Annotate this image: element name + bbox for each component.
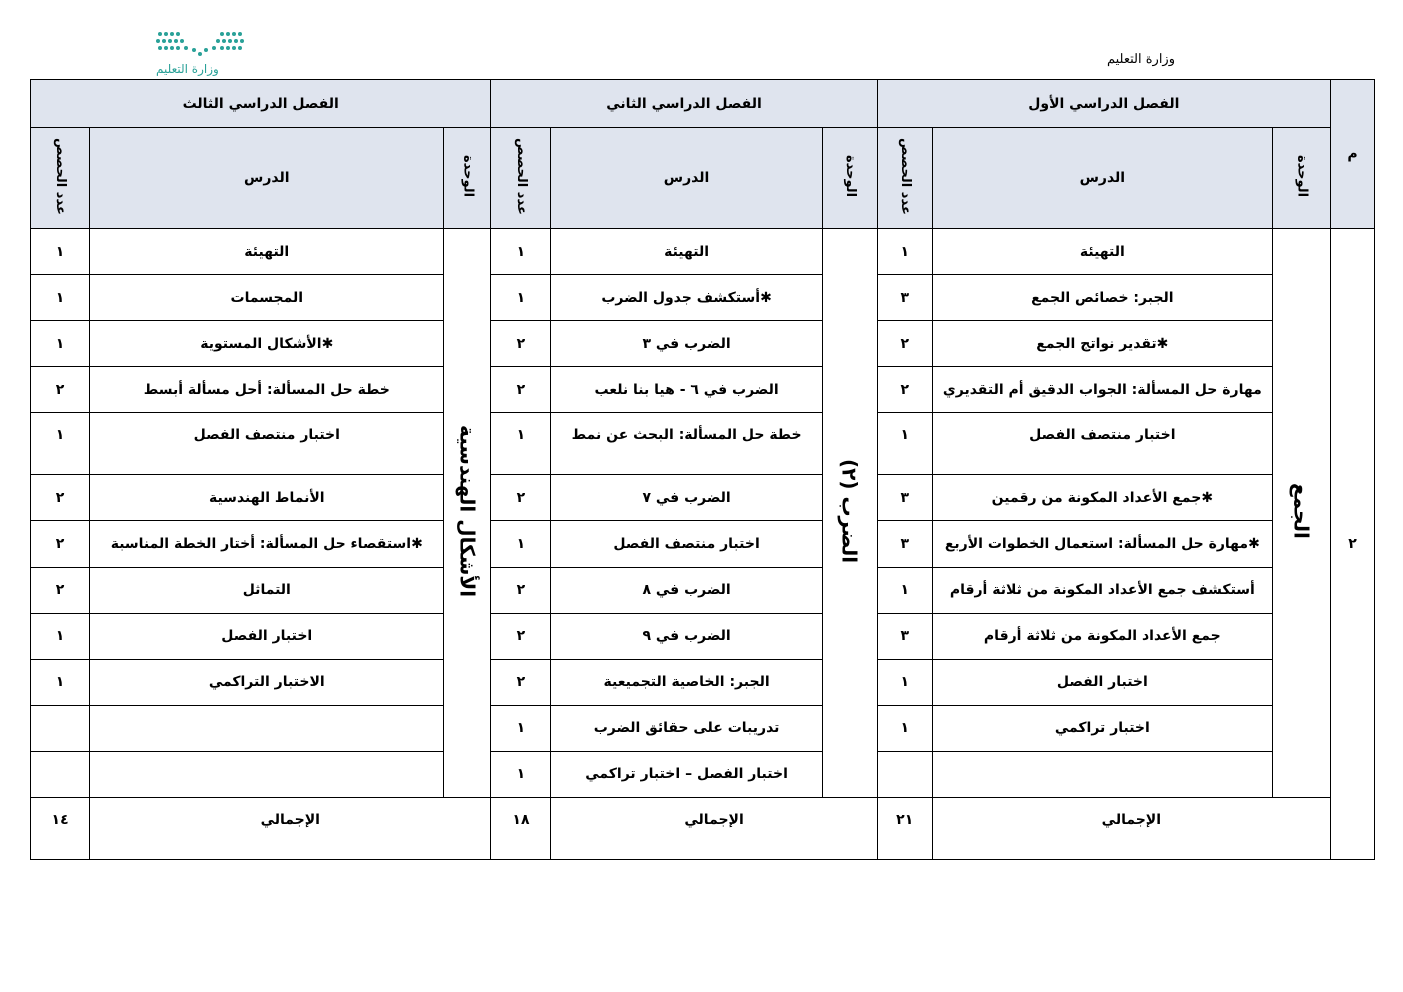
s3-lesson: التهيئة (90, 229, 444, 275)
s2-lesson: خطة حل المسألة: البحث عن نمط (551, 413, 822, 475)
s1-count: ١ (877, 413, 932, 475)
s3-lesson: خطة حل المسألة: أحل مسألة أبسط (90, 367, 444, 413)
s3-count (31, 705, 90, 751)
s2-count: ٢ (491, 659, 551, 705)
s2-lesson: الضرب في ٨ (551, 567, 822, 613)
s1-count-header: عدد الحصص (877, 128, 932, 229)
s2-count: ١ (491, 275, 551, 321)
s1-lesson: ✱جمع الأعداد المكونة من رقمين (932, 475, 1272, 521)
s1-lesson: ✱مهارة حل المسألة: استعمال الخطوات الأربع (932, 521, 1272, 567)
s1-unit: الجمع (1272, 229, 1330, 798)
s1-count: ٣ (877, 521, 932, 567)
s2-unit-header: الوحدة (822, 128, 877, 229)
s3-count: ٢ (31, 367, 90, 413)
s2-lesson: التهيئة (551, 229, 822, 275)
s1-lesson: ✱تقدير نواتج الجمع (932, 321, 1272, 367)
m-header: م (1330, 80, 1374, 229)
s3-lesson: المجسمات (90, 275, 444, 321)
s2-count-header: عدد الحصص (491, 128, 551, 229)
s1-count: ١ (877, 229, 932, 275)
s1-lesson (932, 751, 1272, 797)
s2-lesson-header: الدرس (551, 128, 822, 229)
s3-count-header: عدد الحصص (31, 128, 90, 229)
s3-unit: الأشكال الهندسية (444, 229, 491, 798)
s3-lesson: اختبار منتصف الفصل (90, 413, 444, 475)
s1-lesson: اختبار تراكمي (932, 705, 1272, 751)
s2-count: ١ (491, 751, 551, 797)
s3-lesson: ✱استقصاء حل المسألة: أختار الخطة المناسبة (90, 521, 444, 567)
s3-count: ٢ (31, 475, 90, 521)
s1-count: ٢ (877, 367, 932, 413)
s1-count: ١ (877, 567, 932, 613)
s3-total-label: الإجمالي (90, 797, 491, 859)
s1-count: ٢ (877, 321, 932, 367)
s2-count: ٢ (491, 613, 551, 659)
s2-lesson: اختبار الفصل – اختبار تراكمي (551, 751, 822, 797)
s2-lesson: الضرب في ٦ - هيا بنا نلعب (551, 367, 822, 413)
s3-lesson (90, 705, 444, 751)
s1-total-label: الإجمالي (932, 797, 1330, 859)
s1-unit-header: الوحدة (1272, 128, 1330, 229)
s3-count: ١ (31, 659, 90, 705)
s3-lesson: التماثل (90, 567, 444, 613)
s3-count: ١ (31, 613, 90, 659)
s2-lesson: الضرب في ٧ (551, 475, 822, 521)
s2-count: ١ (491, 413, 551, 475)
s3-lesson-header: الدرس (90, 128, 444, 229)
semester-1-title: الفصل الدراسي الأول (877, 80, 1330, 128)
s1-count: ٣ (877, 275, 932, 321)
s2-count: ٢ (491, 367, 551, 413)
s3-lesson (90, 751, 444, 797)
s3-count: ١ (31, 321, 90, 367)
s1-lesson: اختبار منتصف الفصل (932, 413, 1272, 475)
s1-lesson: الجبر: خصائص الجمع (932, 275, 1272, 321)
s3-count: ٢ (31, 521, 90, 567)
s2-lesson: الضرب في ٣ (551, 321, 822, 367)
m-value: ٢ (1330, 229, 1374, 860)
s2-lesson: الجبر: الخاصية التجميعية (551, 659, 822, 705)
s2-total: ١٨ (491, 797, 551, 859)
s2-count: ٢ (491, 321, 551, 367)
s1-lesson: جمع الأعداد المكونة من ثلاثة أرقام (932, 613, 1272, 659)
s1-count (877, 751, 932, 797)
ministry-name: وزارة التعليم (1106, 52, 1175, 67)
semester-3-title: الفصل الدراسي الثالث (31, 80, 491, 128)
s3-count: ١ (31, 229, 90, 275)
s3-count: ١ (31, 413, 90, 475)
s3-lesson: الاختبار التراكمي (90, 659, 444, 705)
s2-count: ١ (491, 705, 551, 751)
s2-unit: الضرب (٢) (822, 229, 877, 798)
s1-count: ١ (877, 705, 932, 751)
s3-lesson: الأنماط الهندسية (90, 475, 444, 521)
curriculum-plan-table (30, 79, 1375, 860)
s3-count: ١ (31, 275, 90, 321)
s2-count: ٢ (491, 567, 551, 613)
logo-text: وزارة التعليم (156, 62, 219, 76)
semester-2-title: الفصل الدراسي الثاني (491, 80, 877, 128)
s1-lesson: التهيئة (932, 229, 1272, 275)
s1-count: ١ (877, 659, 932, 705)
s2-count: ٢ (491, 475, 551, 521)
s2-count: ١ (491, 521, 551, 567)
s1-total: ٢١ (877, 797, 932, 859)
s3-count: ٢ (31, 567, 90, 613)
s1-lesson: اختبار الفصل (932, 659, 1272, 705)
s1-lesson-header: الدرس (932, 128, 1272, 229)
s3-lesson: اختبار الفصل (90, 613, 444, 659)
s2-lesson: الضرب في ٩ (551, 613, 822, 659)
s2-lesson: ✱أستكشف جدول الضرب (551, 275, 822, 321)
s2-total-label: الإجمالي (551, 797, 877, 859)
s3-unit-header: الوحدة (444, 128, 491, 229)
s1-count: ٣ (877, 475, 932, 521)
s3-lesson: ✱الأشكال المستوية (90, 321, 444, 367)
s1-count: ٣ (877, 613, 932, 659)
s3-total: ١٤ (31, 797, 90, 859)
s2-lesson: تدريبات على حقائق الضرب (551, 705, 822, 751)
s2-lesson: اختبار منتصف الفصل (551, 521, 822, 567)
s1-lesson: مهارة حل المسألة: الجواب الدقيق أم التقديري (932, 367, 1272, 413)
s2-count: ١ (491, 229, 551, 275)
s1-lesson: أستكشف جمع الأعداد المكونة من ثلاثة أرقام (932, 567, 1272, 613)
s3-count (31, 751, 90, 797)
